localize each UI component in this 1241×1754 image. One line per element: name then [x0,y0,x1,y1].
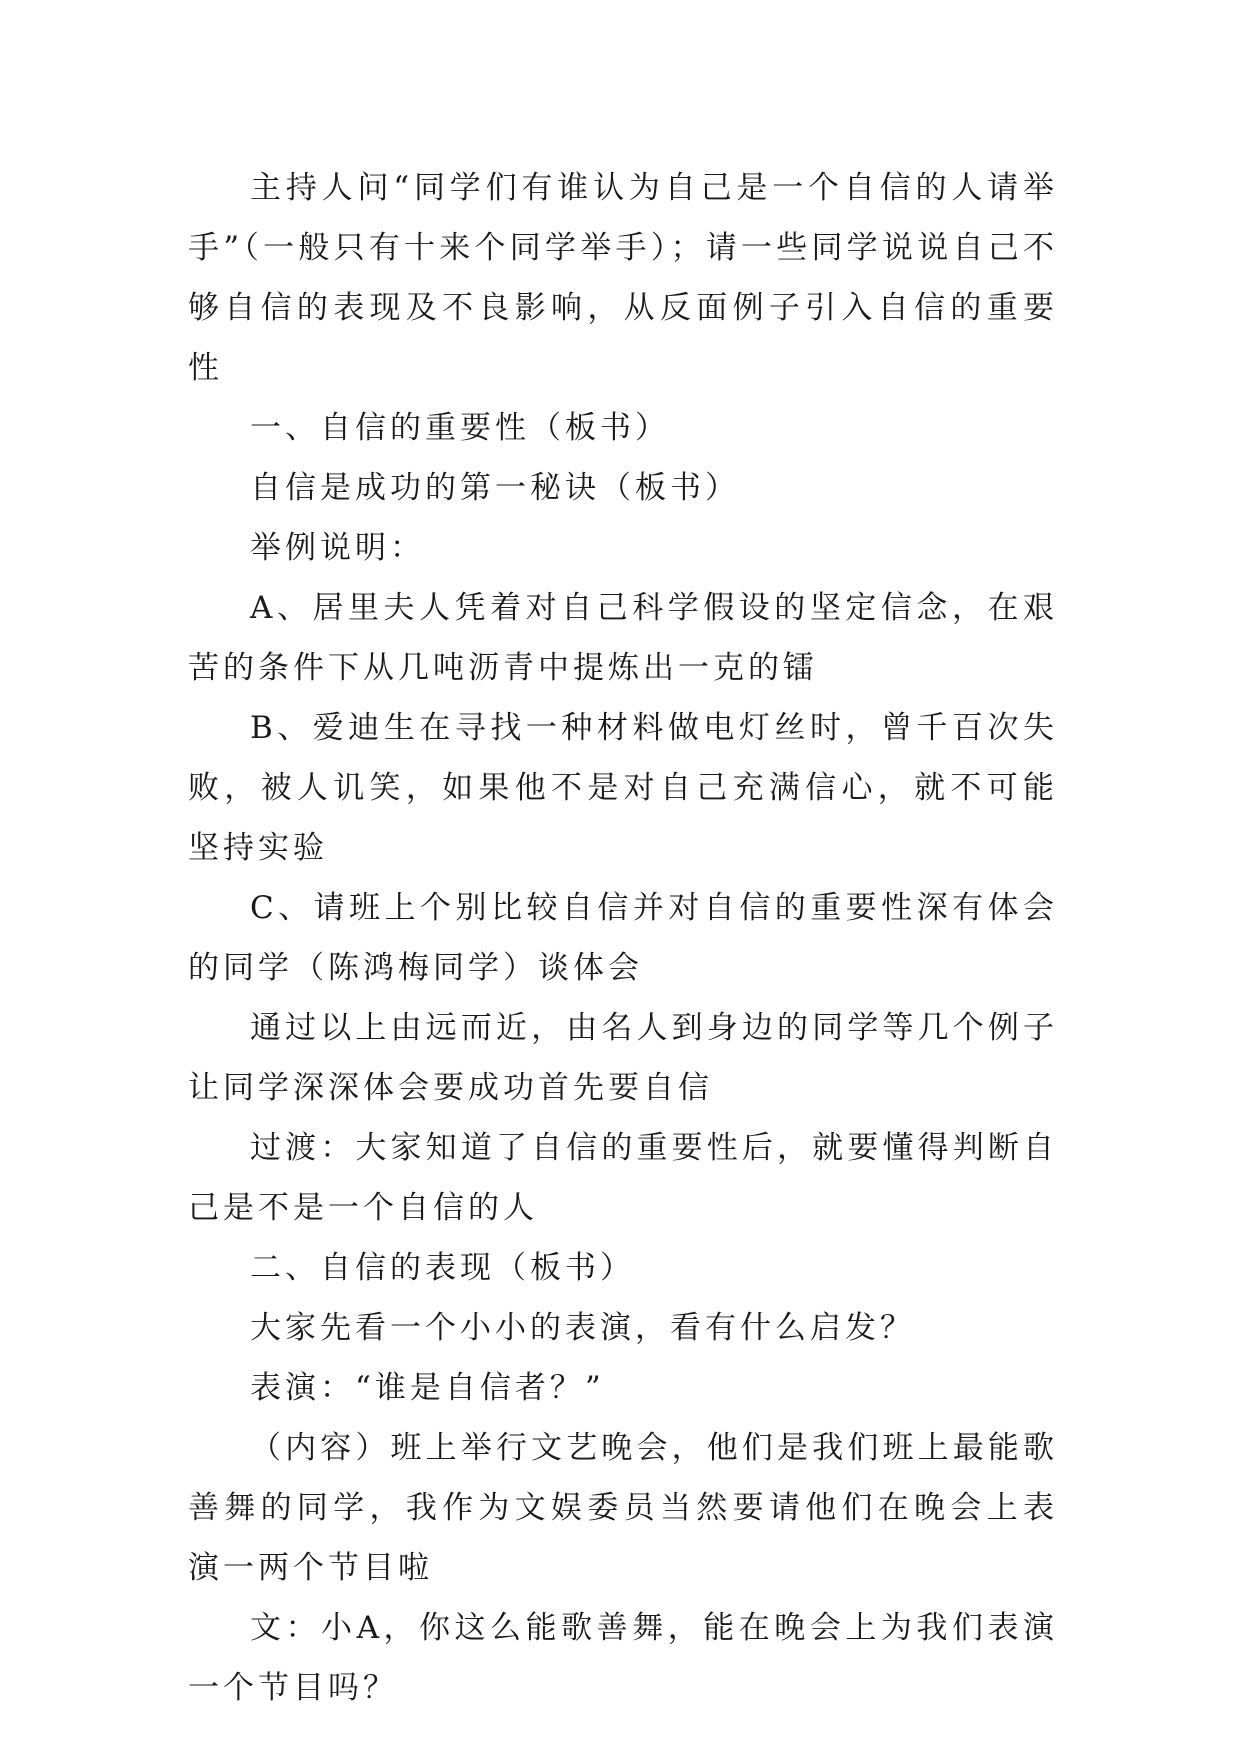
heading-expression-of-confidence: 二、自信的表现（板书） [250,1250,635,1286]
paragraph-example-a: A、居里夫人凭着对自己科学假设的坚定信念，在艰苦的条件下从几吨沥青中提炼出一克的镭 [188,590,1058,686]
paragraph-example-b: B、爱迪生在寻找一种材料做电灯丝时，曾千百次失败，被人讥笑，如果他不是对自己充满信心，就不可能坚持实验 [188,710,1058,866]
paragraph-first-secret: 自信是成功的第一秘诀（板书） [250,470,740,506]
paragraph-example-c: C、请班上个别比较自信并对自信的重要性深有体会的同学（陈鸿梅同学）谈体会 [188,890,1058,986]
paragraph-performance-content: （内容）班上举行文艺晚会，他们是我们班上最能歌善舞的同学，我作为文娱委员当然要请他们在晚会上表演一两个节目啦 [188,1430,1058,1586]
paragraph-transition: 过渡：大家知道了自信的重要性后，就要懂得判断自己是不是一个自信的人 [188,1130,1058,1226]
paragraph-performance-intro: 大家先看一个小小的表演，看有什么启发？ [250,1310,915,1346]
paragraph-performance-title: 表演：“谁是自信者？” [250,1370,605,1406]
paragraph-dialogue: 文：小A，你这么能歌善舞，能在晚会上为我们表演一个节目吗？ [188,1610,1058,1706]
heading-importance-of-confidence: 一、自信的重要性（板书） [250,410,670,446]
paragraph-host-question: 主持人问“同学们有谁认为自己是一个自信的人请举手”（一般只有十来个同学举手）；请一些同学说说自己不够自信的表现及不良影响，从反面例子引入自信的重要性 [188,170,1058,386]
paragraph-summary: 通过以上由远而近，由名人到身边的同学等几个例子让同学深深体会要成功首先要自信 [188,1010,1058,1106]
document-body [188,158,1058,1718]
paragraph-examples-intro: 举例说明： [250,530,425,566]
